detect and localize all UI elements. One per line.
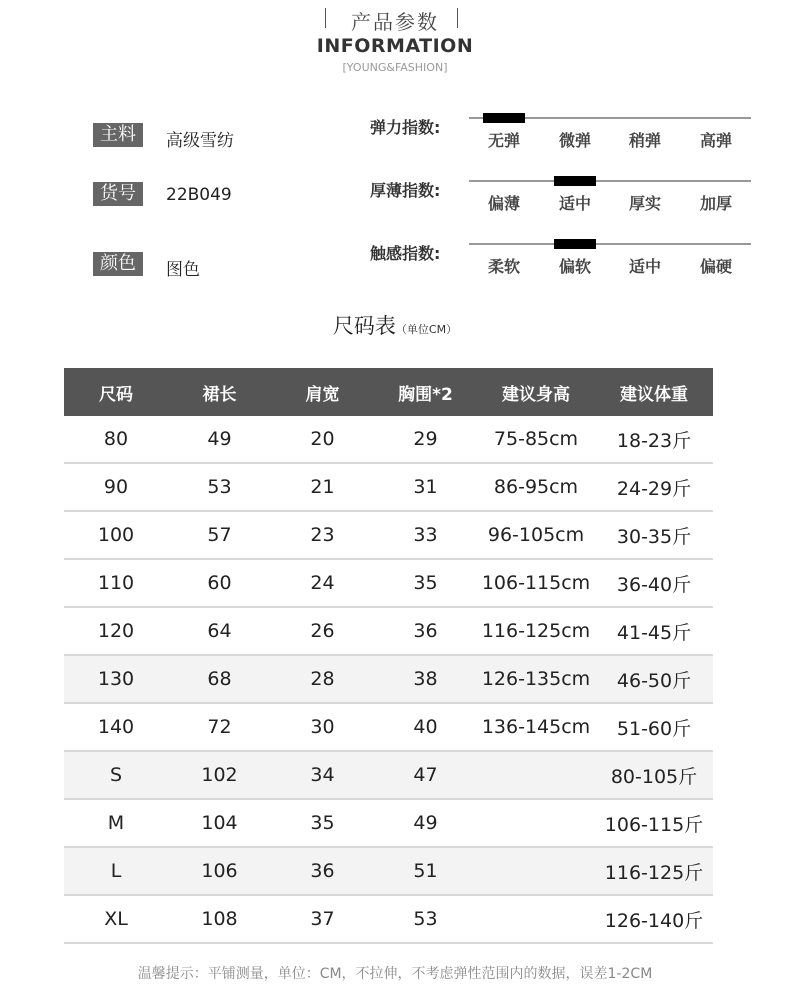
elasticity-index-label: 弹力指数: bbox=[370, 118, 441, 137]
elasticity-option: 微弹 bbox=[558, 131, 591, 150]
table-row bbox=[64, 463, 713, 511]
elasticity-option: 无弹 bbox=[487, 131, 520, 150]
cell-shoulder: 35 bbox=[271, 799, 374, 847]
spec-value-color: 图色 bbox=[166, 260, 200, 280]
touch-option: 偏软 bbox=[558, 257, 591, 276]
header-right-bar bbox=[457, 8, 458, 28]
cell-length: 108 bbox=[168, 895, 271, 943]
table-row bbox=[64, 895, 713, 943]
col-header-shoulder: 肩宽 bbox=[271, 368, 374, 416]
cell-shoulder: 24 bbox=[271, 559, 374, 607]
cell-chest: 38 bbox=[374, 655, 477, 703]
cell-height: 86-95cm bbox=[477, 463, 595, 511]
cell-chest: 33 bbox=[374, 511, 477, 559]
cell-height: 116-125cm bbox=[477, 607, 595, 655]
cell-weight: 18-23斤 bbox=[595, 416, 713, 463]
cell-chest: 53 bbox=[374, 895, 477, 943]
cell-shoulder: 28 bbox=[271, 655, 374, 703]
elasticity-option: 高弹 bbox=[699, 131, 732, 150]
cell-weight: 46-50斤 bbox=[595, 655, 713, 703]
col-header-height: 建议身高 bbox=[477, 368, 595, 416]
cell-size: XL bbox=[64, 895, 168, 943]
cell-height bbox=[477, 751, 595, 799]
cell-length: 104 bbox=[168, 799, 271, 847]
cell-length: 102 bbox=[168, 751, 271, 799]
cell-size: M bbox=[64, 799, 168, 847]
cell-size: 140 bbox=[64, 703, 168, 751]
cell-height bbox=[477, 799, 595, 847]
cell-chest: 40 bbox=[374, 703, 477, 751]
cell-length: 72 bbox=[168, 703, 271, 751]
size-table-body bbox=[64, 416, 713, 943]
cell-chest: 36 bbox=[374, 607, 477, 655]
cell-shoulder: 30 bbox=[271, 703, 374, 751]
cell-length: 60 bbox=[168, 559, 271, 607]
cell-chest: 51 bbox=[374, 847, 477, 895]
cell-shoulder: 20 bbox=[271, 416, 374, 463]
size-note: 温馨提示：平铺测量，单位：CM，不拉伸，不考虑弹性范围内的数据，误差1-2CM bbox=[137, 966, 653, 982]
table-row bbox=[64, 511, 713, 559]
header-title-cn: 产品参数 bbox=[351, 10, 439, 34]
touch-index-marker bbox=[554, 239, 596, 249]
cell-size: 130 bbox=[64, 655, 168, 703]
touch-option: 适中 bbox=[628, 257, 661, 276]
cell-height bbox=[477, 847, 595, 895]
size-chart-title bbox=[0, 310, 790, 340]
spec-value-material: 高级雪纺 bbox=[166, 131, 234, 151]
col-header-weight: 建议体重 bbox=[595, 368, 713, 416]
spec-value-item-no: 22B049 bbox=[166, 185, 232, 205]
cell-length: 57 bbox=[168, 511, 271, 559]
header-title-en: INFORMATION bbox=[316, 35, 474, 57]
cell-shoulder: 21 bbox=[271, 463, 374, 511]
elasticity-option: 稍弹 bbox=[628, 131, 661, 150]
cell-size: 110 bbox=[64, 559, 168, 607]
size-table bbox=[64, 368, 713, 944]
cell-height: 96-105cm bbox=[477, 511, 595, 559]
cell-weight: 24-29斤 bbox=[595, 463, 713, 511]
cell-weight: 51-60斤 bbox=[595, 703, 713, 751]
cell-shoulder: 26 bbox=[271, 607, 374, 655]
cell-chest: 31 bbox=[374, 463, 477, 511]
cell-length: 49 bbox=[168, 416, 271, 463]
cell-size: 120 bbox=[64, 607, 168, 655]
touch-index-scale bbox=[469, 243, 751, 245]
thickness-index-label: 厚薄指数: bbox=[370, 181, 441, 200]
cell-height: 75-85cm bbox=[477, 416, 595, 463]
cell-weight: 126-140斤 bbox=[595, 895, 713, 943]
size-table-header-row bbox=[64, 368, 713, 416]
cell-chest: 47 bbox=[374, 751, 477, 799]
header-subtitle: [YOUNG&FASHION] bbox=[342, 61, 448, 74]
spec-label-material: 主料 bbox=[93, 123, 143, 147]
col-header-length: 裙长 bbox=[168, 368, 271, 416]
col-header-chest: 胸围*2 bbox=[374, 368, 477, 416]
cell-size: L bbox=[64, 847, 168, 895]
thickness-index-scale bbox=[469, 180, 751, 182]
cell-chest: 29 bbox=[374, 416, 477, 463]
table-row bbox=[64, 847, 713, 895]
cell-chest: 35 bbox=[374, 559, 477, 607]
touch-option: 偏硬 bbox=[699, 257, 732, 276]
cell-shoulder: 23 bbox=[271, 511, 374, 559]
cell-shoulder: 34 bbox=[271, 751, 374, 799]
table-row bbox=[64, 607, 713, 655]
cell-weight: 106-115斤 bbox=[595, 799, 713, 847]
cell-height: 106-115cm bbox=[477, 559, 595, 607]
cell-height: 126-135cm bbox=[477, 655, 595, 703]
spec-label-color: 颜色 bbox=[93, 252, 143, 276]
touch-option: 柔软 bbox=[487, 257, 520, 276]
cell-shoulder: 36 bbox=[271, 847, 374, 895]
cell-length: 106 bbox=[168, 847, 271, 895]
cell-length: 64 bbox=[168, 607, 271, 655]
cell-weight: 80-105斤 bbox=[595, 751, 713, 799]
cell-weight: 41-45斤 bbox=[595, 607, 713, 655]
cell-shoulder: 37 bbox=[271, 895, 374, 943]
cell-chest: 49 bbox=[374, 799, 477, 847]
cell-size: 90 bbox=[64, 463, 168, 511]
cell-size: 100 bbox=[64, 511, 168, 559]
cell-length: 68 bbox=[168, 655, 271, 703]
cell-weight: 30-35斤 bbox=[595, 511, 713, 559]
size-chart-unit: （单位CM） bbox=[395, 323, 458, 336]
table-row bbox=[64, 655, 713, 703]
elasticity-index-marker bbox=[483, 113, 525, 123]
thickness-option: 偏薄 bbox=[487, 194, 520, 213]
table-row bbox=[64, 751, 713, 799]
touch-index-label: 触感指数: bbox=[370, 244, 441, 263]
cell-height: 136-145cm bbox=[477, 703, 595, 751]
cell-length: 53 bbox=[168, 463, 271, 511]
table-row bbox=[64, 559, 713, 607]
table-row bbox=[64, 799, 713, 847]
cell-weight: 116-125斤 bbox=[595, 847, 713, 895]
thickness-option: 厚实 bbox=[628, 194, 661, 213]
spec-label-item-no: 货号 bbox=[93, 182, 143, 206]
size-chart-title-text: 尺码表 bbox=[332, 314, 396, 338]
cell-size: S bbox=[64, 751, 168, 799]
col-header-size: 尺码 bbox=[64, 368, 168, 416]
table-row bbox=[64, 416, 713, 463]
table-row bbox=[64, 703, 713, 751]
thickness-option: 适中 bbox=[558, 194, 591, 213]
thickness-index-marker bbox=[554, 176, 596, 186]
cell-height bbox=[477, 895, 595, 943]
cell-weight: 36-40斤 bbox=[595, 559, 713, 607]
cell-size: 80 bbox=[64, 416, 168, 463]
thickness-option: 加厚 bbox=[699, 194, 732, 213]
